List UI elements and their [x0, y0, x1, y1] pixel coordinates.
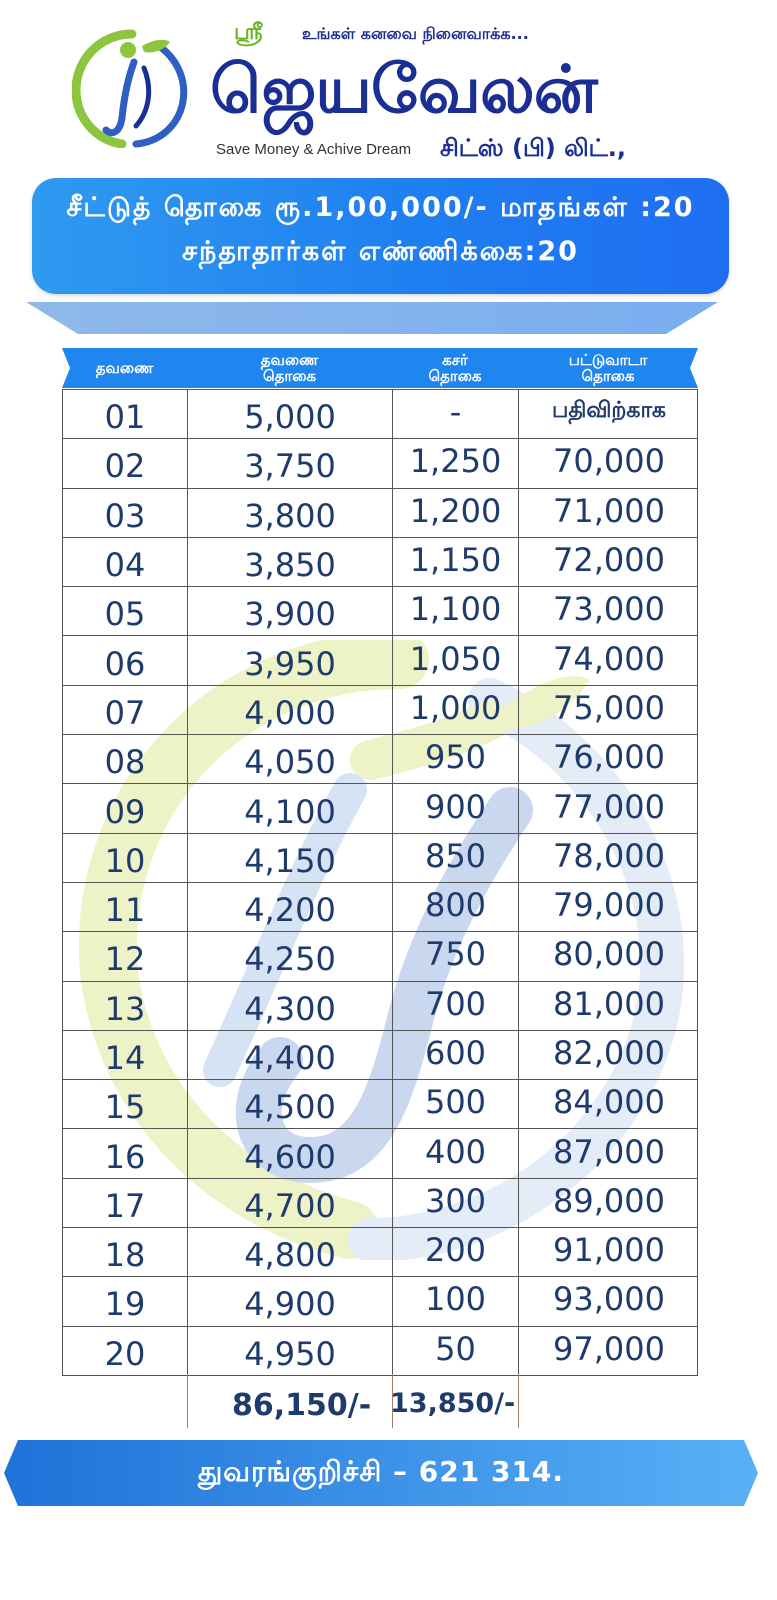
payout-amount: 78,000 — [553, 836, 665, 875]
payout-amount: 82,000 — [553, 1034, 665, 1072]
installment-amount: 4,900 — [188, 1277, 393, 1325]
installment-number: 11 — [63, 883, 188, 931]
table-row — [62, 932, 698, 981]
installment-amount: 3,800 — [188, 489, 393, 537]
discount-amount: 850 — [393, 834, 519, 882]
installment-number: 19 — [63, 1277, 188, 1325]
installment-number: 15 — [63, 1080, 188, 1128]
installment-number: 03 — [63, 489, 188, 537]
installment-amount: 3,900 — [188, 587, 393, 635]
payout-amount: 80,000 — [553, 935, 665, 974]
table-row — [62, 1327, 698, 1376]
installment-number: 13 — [63, 982, 188, 1030]
installment-number: 10 — [63, 834, 188, 882]
installment-amount: 4,700 — [188, 1179, 393, 1227]
installment-number: 07 — [63, 686, 188, 734]
installment-number: 02 — [63, 439, 188, 487]
discount-amount: 950 — [393, 735, 519, 783]
table-row — [62, 538, 698, 587]
totals-divider — [518, 1374, 519, 1428]
payout-amount: 74,000 — [553, 639, 665, 678]
payout-amount: 97,000 — [553, 1329, 665, 1368]
discount-amount: 1,250 — [393, 439, 519, 487]
totals-row — [62, 1374, 698, 1428]
table-row — [62, 1129, 698, 1178]
banner-shadow-shape — [26, 302, 718, 334]
brand-name: ஜெயவேலன் — [210, 51, 597, 128]
table-row — [62, 784, 698, 833]
table-row — [62, 883, 698, 932]
sri-prefix: ஸ்ரீ — [234, 20, 263, 45]
installment-amount: 4,200 — [188, 883, 393, 931]
discount-amount: 1,200 — [393, 489, 519, 537]
installment-amount: 4,300 — [188, 982, 393, 1030]
discount-amount: 750 — [393, 932, 519, 980]
installment-amount: 5,000 — [188, 390, 393, 438]
payout-amount: 75,000 — [553, 688, 665, 727]
installment-number: 06 — [63, 636, 188, 684]
payout-amount: 81,000 — [553, 984, 665, 1023]
table-row — [62, 636, 698, 685]
discount-amount: 1,150 — [393, 538, 519, 586]
payout-amount: 70,000 — [553, 442, 665, 481]
table-row — [62, 489, 698, 538]
address-footer — [4, 1440, 758, 1506]
discount-amount: 700 — [393, 982, 519, 1030]
installment-amount: 4,250 — [188, 932, 393, 980]
installment-number: 08 — [63, 735, 188, 783]
page-header — [0, 0, 777, 170]
total-discount-amount: 13,850/- — [390, 1388, 516, 1419]
payout-amount: 79,000 — [553, 886, 665, 925]
payout-amount: 87,000 — [553, 1132, 665, 1171]
installment-number: 12 — [63, 932, 188, 980]
payout-amount: 77,000 — [553, 787, 665, 826]
installment-amount: 4,600 — [188, 1129, 393, 1177]
installment-amount: 3,750 — [188, 439, 393, 487]
payout-amount: 72,000 — [553, 541, 665, 580]
discount-amount: 50 — [393, 1327, 519, 1375]
payout-amount: 73,000 — [553, 590, 665, 629]
table-row — [62, 439, 698, 488]
col-header-installment-amount: தவணை தொகை — [260, 351, 319, 385]
discount-amount: 1,100 — [393, 587, 519, 635]
company-suffix: சிட்ஸ் (பி) லிட்., — [440, 134, 626, 162]
discount-amount: 100 — [393, 1277, 519, 1325]
payout-amount: பதிவிற்காக — [551, 398, 667, 424]
col-header-payout-amount: பட்டுவாடா தொகை — [568, 351, 648, 385]
table-row — [62, 1080, 698, 1129]
installment-number: 09 — [63, 784, 188, 832]
payout-amount: 76,000 — [553, 738, 665, 777]
total-installment-amount: 86,150/- — [232, 1388, 372, 1423]
tagline: உங்கள் கனவை நினைவாக்க... — [302, 24, 529, 43]
table-row — [62, 1179, 698, 1228]
table-row — [62, 834, 698, 883]
table-row — [62, 390, 698, 439]
installment-amount: 4,950 — [188, 1327, 393, 1375]
installment-amount: 4,100 — [188, 784, 393, 832]
table-row — [62, 587, 698, 636]
discount-amount: 400 — [393, 1129, 519, 1177]
company-logo-icon — [72, 28, 192, 148]
discount-amount: 800 — [393, 883, 519, 931]
discount-amount: 500 — [393, 1080, 519, 1128]
table-header — [62, 348, 698, 388]
table-row — [62, 982, 698, 1031]
footer-address: துவரங்குறிச்சி – 621 314. — [197, 1454, 565, 1488]
subscriber-count: சந்தாதார்கள் எண்ணிக்கை:20 — [182, 236, 579, 267]
installment-amount: 4,800 — [188, 1228, 393, 1276]
installment-number: 04 — [63, 538, 188, 586]
scheme-info-banner — [32, 178, 729, 294]
installment-amount: 4,050 — [188, 735, 393, 783]
discount-amount: 300 — [393, 1179, 519, 1227]
slogan: Save Money & Achive Dream — [216, 141, 412, 158]
discount-amount: 1,050 — [393, 636, 519, 684]
installment-amount: 4,000 — [188, 686, 393, 734]
col-header-installment: தவணை — [95, 359, 154, 377]
table-row — [62, 686, 698, 735]
installment-number: 18 — [63, 1228, 188, 1276]
payout-amount: 71,000 — [553, 491, 665, 530]
col-header-discount-amount: கசர் தொகை — [428, 351, 482, 385]
table-row — [62, 1228, 698, 1277]
installment-amount: 3,850 — [188, 538, 393, 586]
payout-amount: 84,000 — [553, 1083, 665, 1122]
installment-amount: 4,500 — [188, 1080, 393, 1128]
installment-number: 16 — [63, 1129, 188, 1177]
installment-number: 01 — [63, 390, 188, 438]
table-row — [62, 1277, 698, 1326]
table-row — [62, 735, 698, 784]
discount-amount: 600 — [393, 1031, 519, 1079]
payout-amount: 93,000 — [553, 1280, 665, 1319]
installment-table — [62, 389, 698, 1376]
table-row — [62, 1031, 698, 1080]
payout-amount: 89,000 — [553, 1181, 665, 1220]
discount-amount: - — [393, 390, 519, 438]
payout-amount: 91,000 — [553, 1231, 665, 1270]
installment-amount: 4,400 — [188, 1031, 393, 1079]
installment-number: 05 — [63, 587, 188, 635]
discount-amount: 900 — [393, 784, 519, 832]
chit-amount-months: சீட்டுத் தொகை ரூ.1,00,000/- மாதங்கள் :20 — [66, 192, 695, 223]
installment-number: 20 — [63, 1327, 188, 1375]
installment-number: 17 — [63, 1179, 188, 1227]
installment-amount: 4,150 — [188, 834, 393, 882]
installment-number: 14 — [63, 1031, 188, 1079]
installment-amount: 3,950 — [188, 636, 393, 684]
totals-divider — [187, 1374, 188, 1428]
discount-amount: 200 — [393, 1228, 519, 1276]
discount-amount: 1,000 — [393, 686, 519, 734]
